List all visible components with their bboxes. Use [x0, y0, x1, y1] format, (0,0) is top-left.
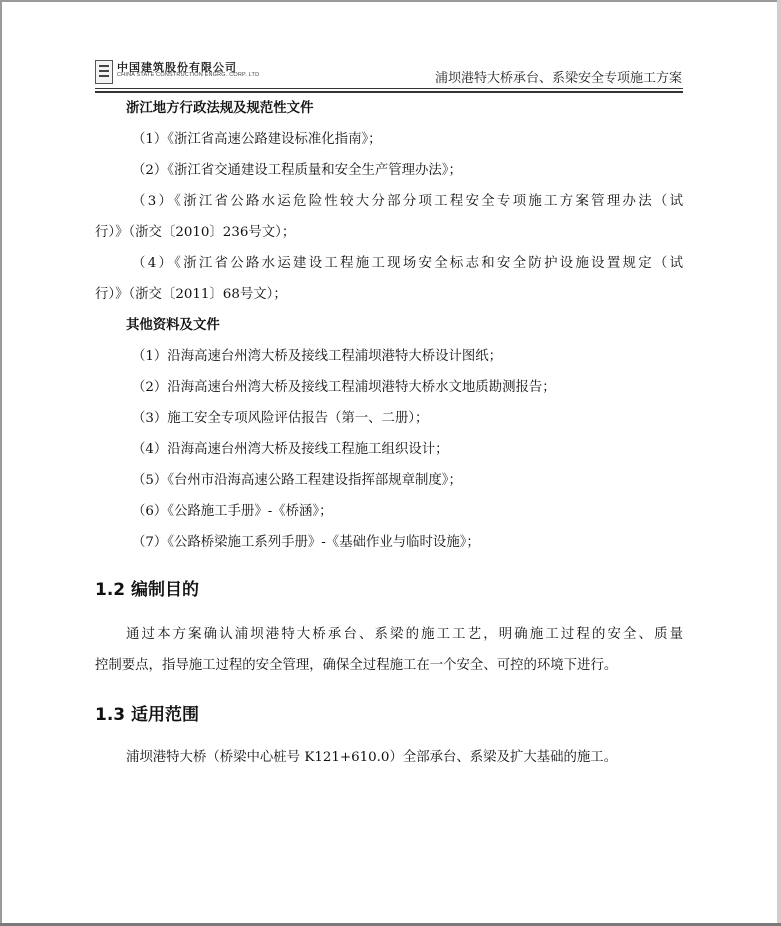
- list-item: （6）《公路施工手册》-《桥涵》；: [132, 504, 333, 519]
- paragraph-line: 控制要点，指导施工过程的安全管理，确保全过程施工在一个安全、可控的环境下进行。: [95, 658, 618, 673]
- header-rule-thin: [95, 88, 683, 89]
- header-rule-thick: [95, 91, 683, 93]
- page-left-border: [0, 0, 2, 926]
- page-header: [95, 58, 685, 88]
- page-right-shadow: [777, 0, 781, 926]
- list-item: （3）施工安全专项风险评估报告（第一、二册）；: [132, 411, 429, 426]
- document-title: 浦坝港特大桥承台、系梁安全专项施工方案: [434, 71, 682, 86]
- company-name-cn: 中国建筑股份有限公司: [117, 61, 237, 74]
- page-top-border: [0, 0, 781, 2]
- list-item: （7）《公路桥梁施工系列手册》-《基础作业与临时设施》；: [132, 535, 480, 550]
- section-heading-1-3: 1.3 适用范围: [95, 705, 200, 725]
- list-item: （5）《台州市沿海高速公路工程建设指挥部规章制度》；: [132, 473, 462, 488]
- section-heading-zhejiang: 浙江地方行政法规及规范性文件: [126, 101, 314, 116]
- list-item: （2）沿海高速台州湾大桥及接线工程浦坝港特大桥水文地质勘测报告；: [132, 380, 556, 395]
- company-name-en: CHINA STATE CONSTRUCTION ENGRG. CORP. LTD: [117, 72, 260, 78]
- list-item: （4）沿海高速台州湾大桥及接线工程施工组织设计；: [132, 442, 449, 457]
- list-item: （1）《浙江省高速公路建设标准化指南》；: [132, 132, 382, 147]
- list-item: （2）《浙江省交通建设工程质量和安全生产管理办法》；: [132, 163, 462, 178]
- paragraph-line: 通过本方案确认浦坝港特大桥承台、系梁的施工工艺，明确施工过程的安全、质量: [126, 627, 683, 642]
- list-item: （4）《浙江省公路水运建设工程施工现场安全标志和安全防护设施设置规定（试: [132, 256, 683, 271]
- section-heading-1-2: 1.2 编制目的: [95, 580, 200, 600]
- list-item-continuation: 行）》（浙交〔2010〕236号文）；: [95, 225, 296, 240]
- list-item: （3）《浙江省公路水运危险性较大分部分项工程安全专项施工方案管理办法（试: [132, 194, 683, 209]
- list-item: （1）沿海高速台州湾大桥及接线工程浦坝港特大桥设计图纸；: [132, 349, 503, 364]
- list-item-continuation: 行）》（浙交〔2011〕68号文）；: [95, 287, 287, 302]
- section-heading-other: 其他资料及文件: [126, 318, 220, 333]
- paragraph: 浦坝港特大桥（桥梁中心桩号 K121+610.0）全部承台、系梁及扩大基础的施工。: [126, 750, 618, 765]
- company-logo-icon: [95, 60, 113, 84]
